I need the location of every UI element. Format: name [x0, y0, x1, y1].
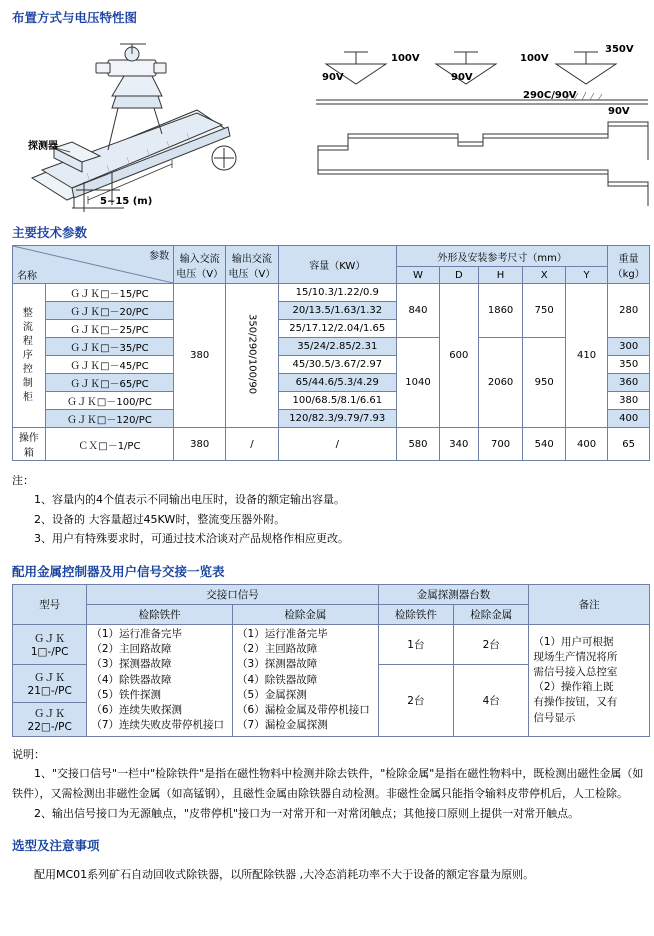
- note-item: 1、容量内的4个值表示不同输出电压时，设备的额定输出容量。: [34, 493, 345, 507]
- table-row: [13, 428, 650, 461]
- header-remark: 备注: [529, 585, 650, 625]
- iron-item: （5）铁件探测: [91, 688, 162, 701]
- capacity-cell: 25/17.12/2.04/1.65: [278, 320, 396, 338]
- iron-interface-items: [87, 625, 233, 737]
- metal-count-2: 4台: [454, 665, 529, 737]
- description-item: 2、输出信号接口为无源触点，"皮带停机"接口为一对常开和一对常闭触点；其他接口原则上提供一对常开触点。: [34, 806, 580, 820]
- voltage-characteristic-diagram: [308, 30, 653, 215]
- header-metal-interface: 检除金属: [233, 605, 379, 625]
- operation-box-h: 700: [478, 428, 523, 461]
- iron-count-2: 2台: [378, 665, 453, 737]
- note-item: 2、设备的 大容量超过45KW时，整流变压器外附。: [34, 512, 286, 526]
- iron-item: （1）运行准备完毕: [91, 628, 183, 640]
- header-metal-count: 检除金属: [454, 605, 529, 625]
- metal-item: （5）金属探测: [237, 688, 307, 701]
- operation-box-weight: 65: [608, 428, 650, 461]
- model-cell: ＧＪＫ□－35/PC: [45, 338, 173, 356]
- weight-cell: 350: [608, 356, 650, 374]
- voltage-label-90v-b: 90V: [451, 72, 473, 83]
- capacity-cell: 120/82.3/9.79/7.93: [278, 410, 396, 428]
- model-cell: ＧＪＫ□－25/PC: [45, 320, 173, 338]
- iron-item: （3）探测器故障: [91, 658, 172, 671]
- remark-line: 有操作按钮，又有: [533, 696, 618, 709]
- weight-cell: 360: [608, 374, 650, 392]
- signal-model-3: ＧＪＫ22□-/PC: [13, 702, 87, 736]
- document-page: [0, 8, 654, 936]
- description-title: 说明：: [12, 747, 45, 761]
- remark-line: 信号显示: [533, 711, 576, 724]
- metal-item: （7）漏检金属探测: [237, 719, 328, 732]
- capacity-cell: 65/44.6/5.3/4.29: [278, 374, 396, 392]
- operation-box-y: 400: [565, 428, 607, 461]
- weight-cell: 280: [608, 284, 650, 338]
- y-value: 410: [565, 284, 607, 428]
- table-row: [13, 625, 650, 665]
- model-cell: ＧＪＫ□－65/PC: [45, 374, 173, 392]
- signal-model-1: ＧＪＫ1□-/PC: [13, 625, 87, 665]
- table-header-row: [13, 246, 650, 267]
- weight-cell: 300: [608, 338, 650, 356]
- model-cell: ＧＪＫ□－45/PC: [45, 356, 173, 374]
- remark-line: 现场生产情况将所: [533, 650, 618, 663]
- voltage-label-350v: 350V: [605, 44, 634, 55]
- capacity-cell: 35/24/2.85/2.31: [278, 338, 396, 356]
- header-iron-count: 检除铁件: [378, 605, 453, 625]
- notes-block: [12, 471, 646, 548]
- capacity-cell: 20/13.5/1.63/1.32: [278, 302, 396, 320]
- header-dimension: 外形及安装参考尺寸（mm）: [397, 246, 608, 267]
- x-value-top: 750: [523, 284, 565, 338]
- description-block: [12, 745, 646, 824]
- operation-box-output-voltage: /: [226, 428, 278, 461]
- section-title-signal: 配用金属控制器及用户信号交接一览表: [12, 564, 225, 579]
- header-x: X: [523, 267, 565, 284]
- choose-text: 配用MC01系列矿石自动回收式除铁器，以所配除铁器 ,大冷态消耗功率不大于设备的额定容量为原则。: [34, 867, 535, 881]
- operation-box-d: 340: [439, 428, 478, 461]
- header-interface: 交接口信号: [87, 585, 378, 605]
- remark-items: [529, 625, 650, 737]
- remark-line: 需信号接入总控室: [533, 666, 618, 679]
- remark-line: （2）操作箱上既: [533, 681, 614, 694]
- description-item: 1、"交接口信号"一栏中"检除铁件"是指在磁性物料中检测并除去铁件，"检除金属"是指在磁性物料中，既检测出磁性金属（如铁件），又需检测出非磁性金属（如高锰钢），且磁性金属由除铁器自动检测。非磁性金属只能指令输料皮带停机后，人工检除。: [12, 767, 644, 801]
- model-cell: ＧＪＫ□－100/PC: [45, 392, 173, 410]
- header-param: 参数: [149, 251, 170, 262]
- metal-item: （2）主回路故障: [237, 643, 318, 656]
- header-w: W: [397, 267, 440, 284]
- operation-box-model: ＣＸ□－1/PC: [45, 428, 173, 461]
- weight-cell: 380: [608, 392, 650, 410]
- voltage-label-100v-b: 100V: [520, 53, 549, 64]
- header-name: 名称: [17, 271, 37, 282]
- model-cell: ＧＪＫ□－20/PC: [45, 302, 173, 320]
- header-y: Y: [565, 267, 607, 284]
- operation-box-capacity: /: [278, 428, 396, 461]
- w-value-bottom: 1040: [397, 338, 440, 428]
- voltage-label-290c90v: 290C/90V: [523, 90, 577, 101]
- w-value-top: 840: [397, 284, 440, 338]
- metal-item: （1）运行准备完毕: [237, 628, 328, 640]
- header-output-voltage: 输出交流 电压（V）: [226, 246, 278, 284]
- header-iron-interface: 检除铁件: [87, 605, 233, 625]
- operation-box-input-voltage: 380: [174, 428, 226, 461]
- model-cell: ＧＪＫ□－15/PC: [45, 284, 173, 302]
- section-title-layout: 布置方式与电压特性图: [12, 10, 138, 25]
- capacity-cell: 15/10.3/1.22/0.9: [278, 284, 396, 302]
- iron-item: （2）主回路故障: [91, 643, 172, 656]
- header-d: D: [439, 267, 478, 284]
- header-input-voltage: 输入交流 电压（V）: [174, 246, 226, 284]
- header-detector-count: 金属探测器台数: [378, 585, 529, 605]
- iron-item: （4）除铁器故障: [91, 673, 172, 686]
- section-title-choose: 选型及注意事项: [12, 837, 100, 853]
- voltage-label-100v-a: 100V: [391, 53, 420, 64]
- metal-interface-items: [233, 625, 379, 737]
- choose-block: [12, 865, 646, 885]
- h-value-top: 1860: [478, 284, 523, 338]
- voltage-label-90v-a: 90V: [322, 72, 344, 83]
- layout-diagram-svg: [12, 30, 302, 215]
- operation-box-w: 580: [397, 428, 440, 461]
- operation-box-name: 操作箱: [13, 428, 46, 461]
- layout-illustration: [12, 30, 302, 215]
- x-value-bottom: 950: [523, 338, 565, 428]
- spec-table: [12, 245, 650, 461]
- voltage-label-90v-c: 90V: [608, 106, 630, 117]
- header-capacity: 容量（KW）: [278, 246, 396, 284]
- distance-label: 5~15 (m): [100, 196, 153, 207]
- model-cell: ＧＪＫ□－120/PC: [45, 410, 173, 428]
- capacity-cell: 45/30.5/3.67/2.97: [278, 356, 396, 374]
- operation-box-x: 540: [523, 428, 565, 461]
- note-item: 3、用户有特殊要求时，可通过技术洽谈对产品规格作相应更改。: [34, 531, 349, 545]
- section-title-spec: 主要技术参数: [12, 225, 88, 240]
- notes-title: 注：: [12, 474, 34, 487]
- header-h: H: [478, 267, 523, 284]
- metal-count-1: 2台: [454, 625, 529, 665]
- input-voltage-value: 380: [174, 284, 226, 428]
- header-model: 型号: [13, 585, 87, 625]
- signal-table: [12, 584, 650, 737]
- table-row: [13, 284, 650, 302]
- voltage-diagram-svg: [308, 30, 653, 215]
- header-name-model-cell: [13, 246, 174, 284]
- h-value-bottom: 2060: [478, 338, 523, 428]
- capacity-cell: 100/68.5/8.1/6.61: [278, 392, 396, 410]
- weight-cell: 400: [608, 410, 650, 428]
- iron-item: （6）连续失败探测: [91, 704, 183, 717]
- table-header-row: [13, 585, 650, 605]
- d-value: 600: [439, 284, 478, 428]
- group-name-cell: 整 流 程 序 控 制 柜: [13, 284, 46, 428]
- metal-item: （6）漏检金属及带停机接口: [237, 704, 370, 717]
- remark-line: （1）用户可根据: [533, 635, 614, 648]
- header-weight: 重量 （kg）: [608, 246, 650, 284]
- detector-label: 探测器: [28, 141, 58, 152]
- figure-row: [8, 30, 646, 215]
- iron-item: （7）连续失败皮带停机接口: [91, 719, 225, 732]
- iron-count-1: 1台: [378, 625, 453, 665]
- table-row: [13, 338, 650, 356]
- signal-model-2: ＧＪＫ21□-/PC: [13, 665, 87, 703]
- output-voltage-value: 350/290/100/90: [226, 284, 278, 428]
- metal-item: （3）探测器故障: [237, 658, 318, 671]
- metal-item: （4）除铁器故障: [237, 673, 318, 686]
